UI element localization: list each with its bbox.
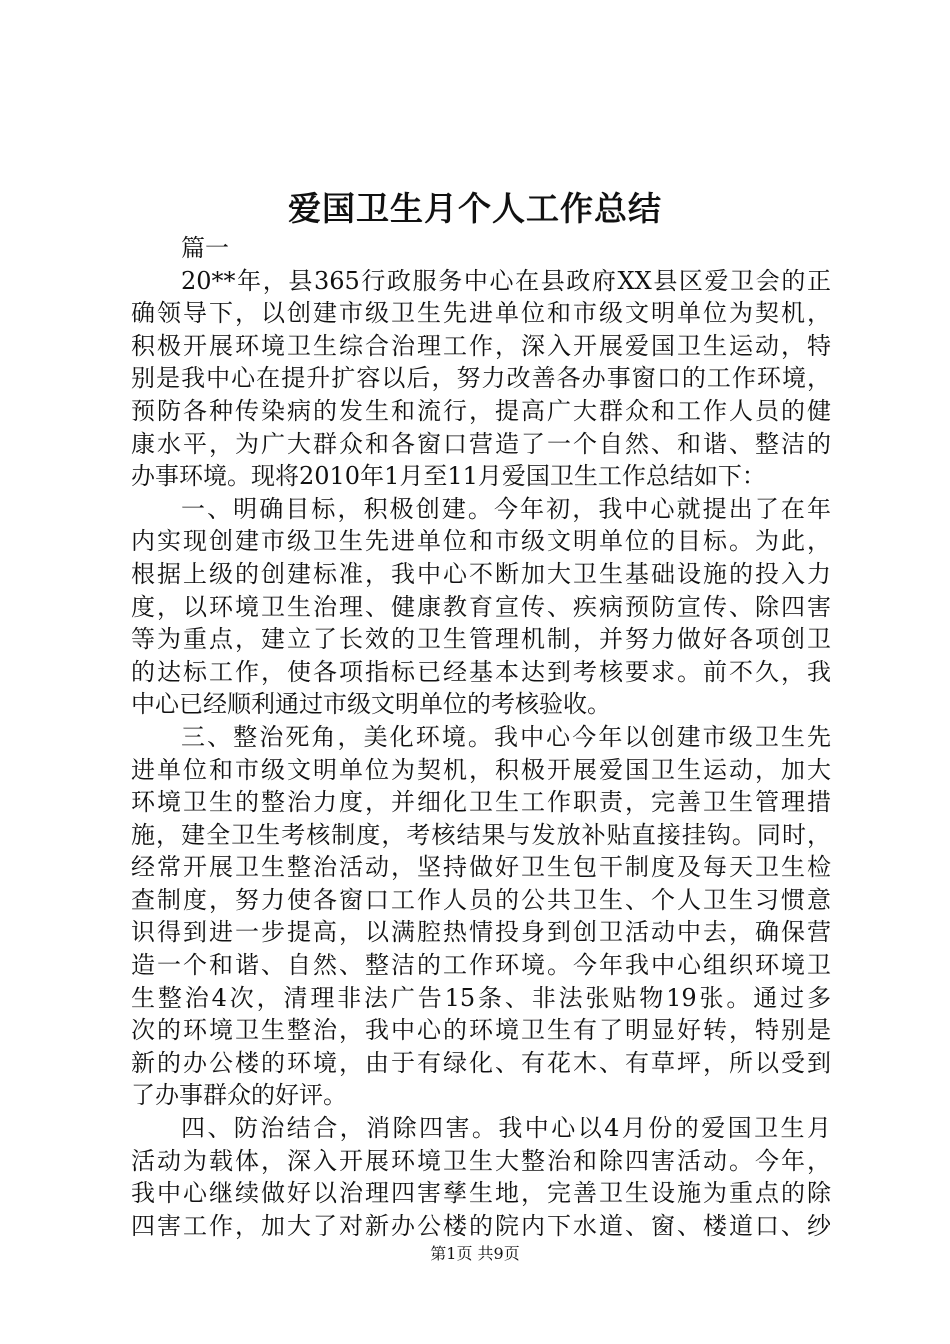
text-line: 度，以环境卫生治理、健康教育宣传、疾病预防宣传、除四害 [131, 592, 831, 621]
text-line: 20**年，县365行政服务中心在县政府XX县区爱卫会的正 [181, 266, 831, 295]
text-line: 中心已经顺利通过市级文明单位的考核验收。 [131, 690, 611, 719]
text-line: 我中心继续做好以治理四害孳生地，完善卫生设施为重点的除 [131, 1179, 831, 1208]
text-line: 活动为载体，深入开展环境卫生大整治和除四害活动。今年， [131, 1146, 831, 1175]
text-line: 一、明确目标，积极创建。今年初，我中心就提出了在年 [181, 494, 831, 523]
text-line: 四、防治结合，消除四害。我中心以4月份的爱国卫生月 [181, 1114, 831, 1143]
text-line: 造一个和谐、自然、整洁的工作环境。今年我中心组织环境卫 [131, 951, 831, 980]
text-line: 根据上级的创建标准，我中心不断加大卫生基础设施的投入力 [131, 559, 831, 588]
page-footer: 第1页 共9页 [430, 1244, 520, 1263]
text-line: 环境卫生的整治力度，并细化卫生工作职责，完善卫生管理措 [131, 788, 831, 817]
document-title: 爱国卫生月个人工作总结 [288, 189, 662, 228]
text-line: 办事环境。现将2010年1月至11月爱国卫生工作总结如下： [131, 462, 766, 491]
text-line: 康水平，为广大群众和各窗口营造了一个自然、和谐、整洁的 [131, 429, 831, 458]
text-line: 经常开展卫生整治活动，坚持做好卫生包干制度及每天卫生检 [131, 853, 831, 882]
text-line: 别是我中心在提升扩容以后，努力改善各办事窗口的工作环境， [131, 364, 831, 393]
text-line: 四害工作，加大了对新办公楼的院内下水道、窗、楼道口、纱 [131, 1211, 831, 1240]
document-body [131, 232, 831, 1242]
text-line: 查制度，努力使各窗口工作人员的公共卫生、个人卫生习惯意 [131, 885, 831, 914]
text-line: 篇一 [181, 234, 229, 262]
text-line: 预防各种传染病的发生和流行，提高广大群众和工作人员的健 [131, 396, 831, 425]
text-line: 新的办公楼的环境，由于有绿化、有花木、有草坪，所以受到 [131, 1048, 831, 1077]
text-line: 的达标工作，使各项指标已经基本达到考核要求。前不久，我 [131, 657, 831, 686]
text-line: 内实现创建市级卫生先进单位和市级文明单位的目标。为此， [131, 527, 831, 556]
text-line: 积极开展环境卫生综合治理工作，深入开展爱国卫生运动，特 [131, 331, 831, 360]
text-line: 识得到进一步提高，以满腔热情投身到创卫活动中去，确保营 [131, 918, 831, 947]
text-line: 等为重点，建立了长效的卫生管理机制，并努力做好各项创卫 [131, 625, 831, 654]
text-line: 生整治4次，清理非法广告15条、非法张贴物19张。通过多 [131, 983, 831, 1012]
text-line: 进单位和市级文明单位为契机，积极开展爱国卫生运动，加大 [131, 755, 831, 784]
text-line: 了办事群众的好评。 [131, 1081, 347, 1110]
text-line: 三、整治死角，美化环境。我中心今年以创建市级卫生先 [181, 722, 831, 751]
text-line: 次的环境卫生整治，我中心的环境卫生有了明显好转，特别是 [131, 1016, 831, 1045]
text-line: 施，建全卫生考核制度，考核结果与发放补贴直接挂钩。同时， [131, 820, 831, 849]
text-line: 确领导下，以创建市级卫生先进单位和市级文明单位为契机， [131, 299, 831, 328]
